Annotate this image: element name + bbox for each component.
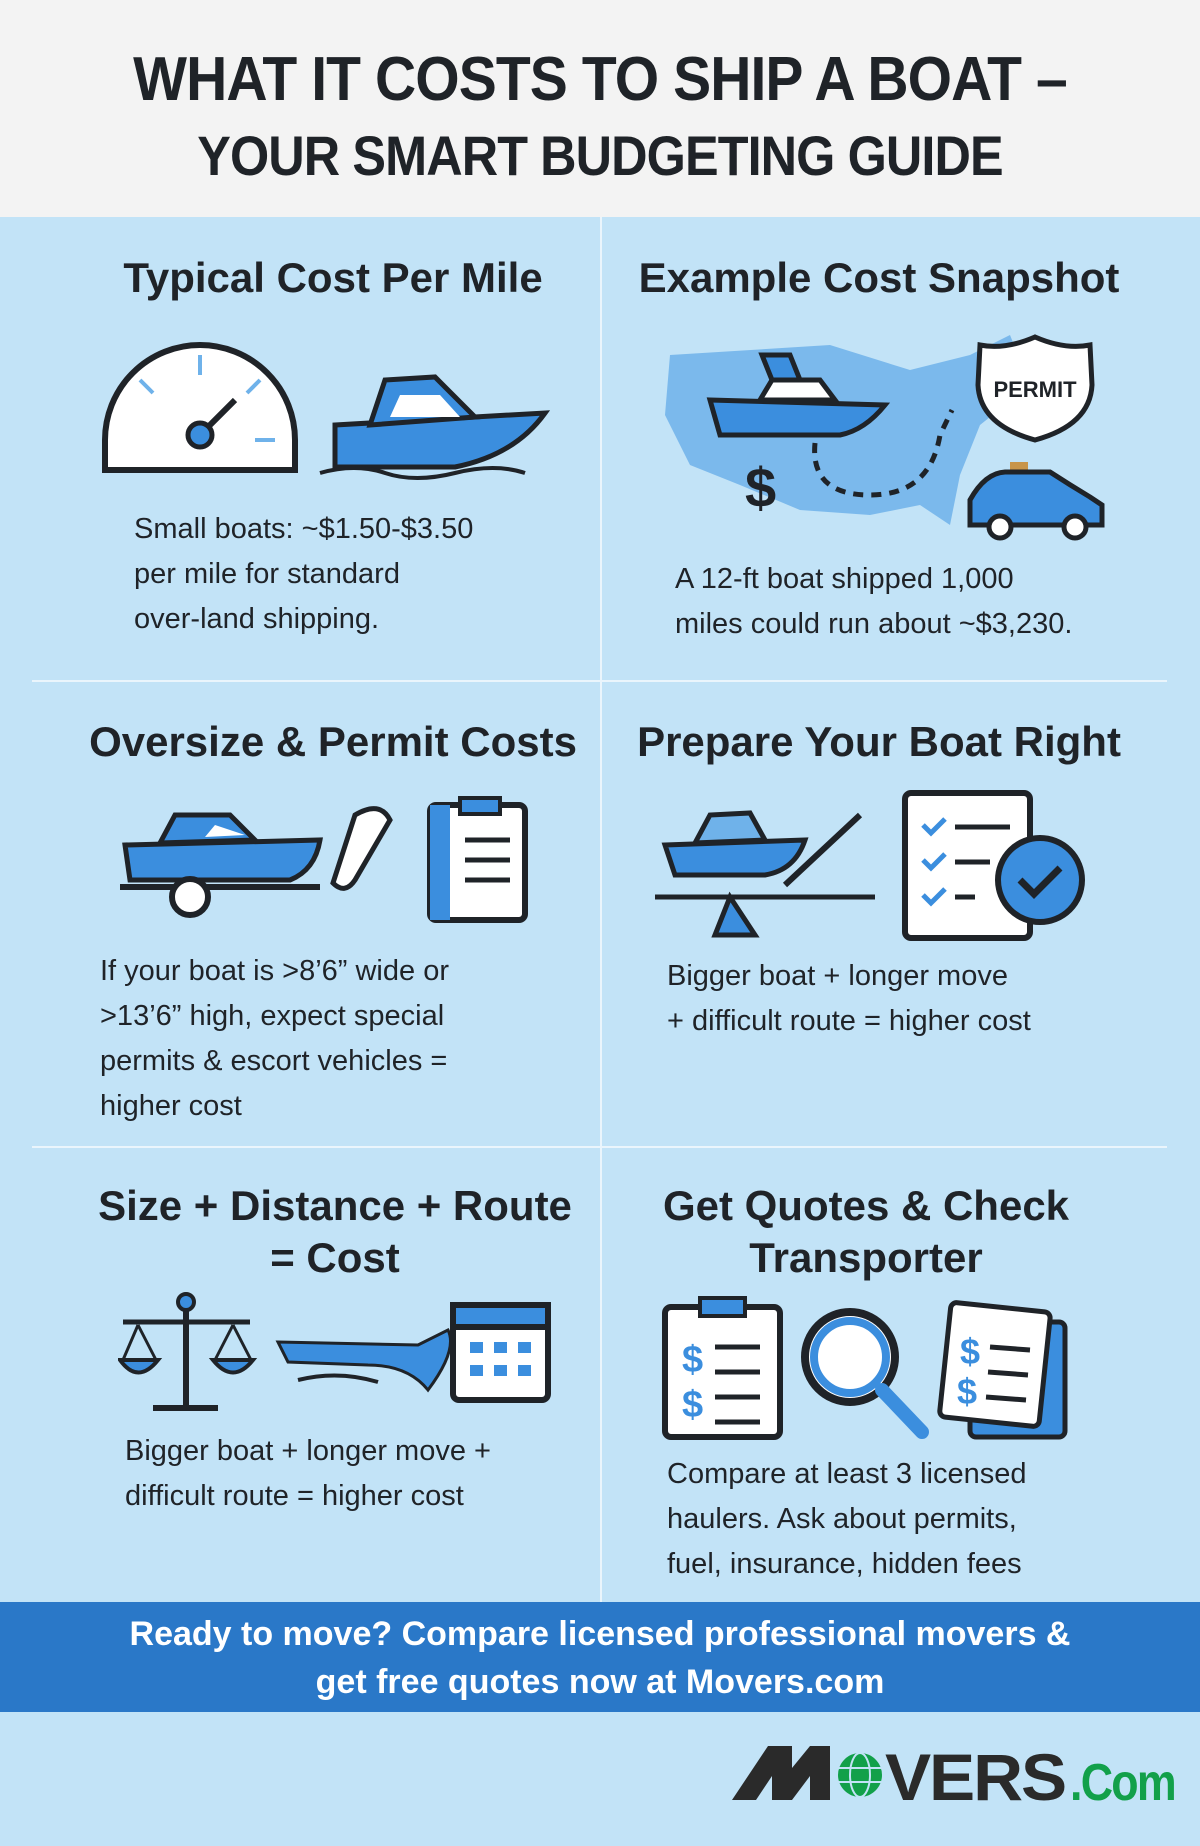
- boat-icon: [278, 1330, 451, 1390]
- quote-clipboard-icon: [660, 1292, 1100, 1442]
- panel-title: [606, 1180, 1126, 1284]
- panel-text: [125, 1429, 491, 1519]
- panel-text: [100, 949, 449, 1129]
- svg-text:.Com: .Com: [1070, 1754, 1175, 1808]
- text-line: over-land shipping.: [134, 603, 380, 635]
- title-line: Transporter: [749, 1234, 983, 1281]
- title-line: Size + Distance + Route: [98, 1182, 572, 1229]
- title-line: Get Quotes & Check: [662, 1182, 1070, 1229]
- title-line: = Cost: [270, 1234, 400, 1281]
- text-line: difficult route = higher cost: [125, 1480, 464, 1512]
- calendar-icon: [453, 1305, 548, 1400]
- page-subtitle: YOUR SMART BUDGETING GUIDE: [197, 124, 1003, 187]
- svg-text:VERS: VERS: [885, 1740, 1065, 1808]
- invoice-icon: [939, 1302, 1065, 1437]
- divider-vertical: [600, 217, 602, 1602]
- panel-text: [667, 954, 1031, 1044]
- dollar-icon: $: [960, 1331, 981, 1372]
- text-line: + difficult route = higher cost: [667, 1005, 1031, 1037]
- header: [0, 0, 1200, 217]
- panel-text: [667, 1452, 1026, 1587]
- us-map-icon: [650, 325, 1110, 545]
- text-line: Small boats: ~$1.50-$3.50: [134, 513, 474, 545]
- movers-logo: [730, 1738, 1180, 1813]
- boat-balance-icon: [655, 785, 1095, 945]
- text-line: permits & escort vehicles =: [100, 1045, 448, 1077]
- wrench-icon: [333, 809, 390, 889]
- text-line: haulers. Ask about permits,: [667, 1503, 1017, 1535]
- text-line: If your boat is >8’6” wide or: [100, 955, 449, 987]
- text-line: Bigger boat + longer move: [667, 960, 1008, 992]
- panel-title: Example Cost Snapshot: [638, 254, 1120, 301]
- dollar-icon: $: [682, 1339, 704, 1381]
- car-icon: [970, 462, 1102, 538]
- movers-com-logo: [730, 1738, 1180, 1808]
- text-line: fuel, insurance, hidden fees: [667, 1548, 1022, 1580]
- dollar-icon: $: [745, 456, 777, 519]
- permit-label: PERMIT: [993, 377, 1077, 402]
- text-line: per mile for standard: [134, 558, 400, 590]
- magnifier-icon: [805, 1312, 922, 1432]
- text-line: A 12-ft boat shipped 1,000: [675, 563, 1014, 595]
- text-line: higher cost: [100, 1090, 242, 1122]
- text-line: >13’6” high, expect special: [100, 1000, 445, 1032]
- boat-icon: [320, 377, 545, 478]
- speedometer-icon: [95, 335, 555, 480]
- divider-horizontal: [32, 1146, 1167, 1148]
- cta-banner[interactable]: [0, 1602, 1200, 1712]
- cta-line: get free quotes now at Movers.com: [315, 1663, 885, 1701]
- text-line: Bigger boat + longer move +: [125, 1435, 491, 1467]
- panel-text: [675, 557, 1072, 647]
- text-line: Compare at least 3 licensed: [667, 1458, 1027, 1490]
- dollar-icon: $: [957, 1371, 978, 1412]
- panel-title: [70, 1180, 600, 1284]
- checklist-icon: [905, 793, 1082, 938]
- text-line: miles could run about ~$3,230.: [675, 608, 1073, 640]
- dollar-icon: $: [682, 1384, 704, 1426]
- panel-title: Prepare Your Boat Right: [637, 718, 1121, 765]
- scale-icon: [118, 1290, 558, 1415]
- cta-line: Ready to move? Compare licensed professional movers &: [129, 1615, 1071, 1653]
- divider-horizontal: [32, 680, 1167, 682]
- clipboard-icon: [430, 798, 525, 920]
- page-title: WHAT IT COSTS TO SHIP A BOAT –: [133, 45, 1067, 114]
- panel-title: Typical Cost Per Mile: [123, 254, 543, 301]
- panel-text: [134, 507, 473, 642]
- boat-trailer-icon: [120, 795, 540, 930]
- panel-title: Oversize & Permit Costs: [89, 718, 577, 765]
